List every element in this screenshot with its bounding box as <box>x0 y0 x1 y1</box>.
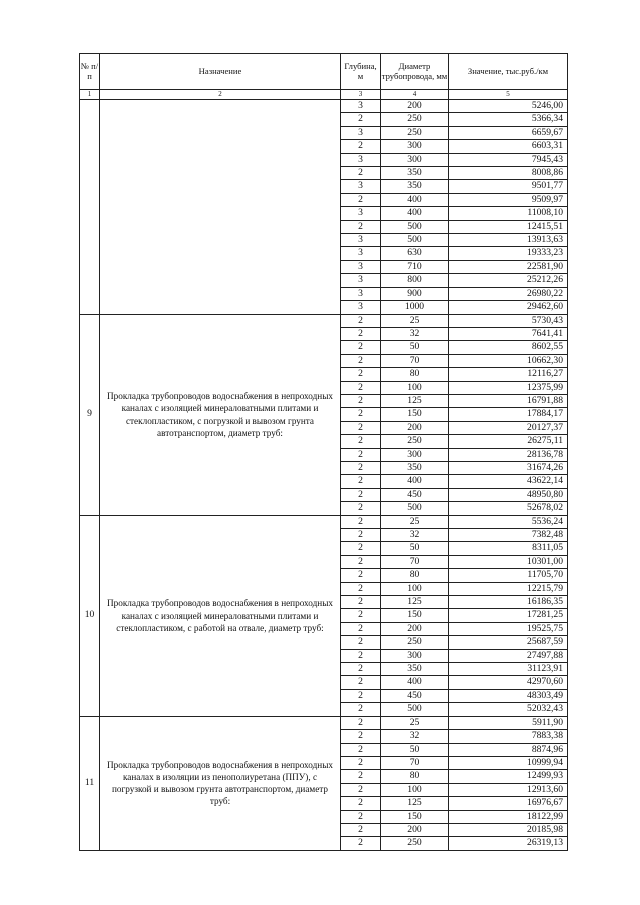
diameter-cell: 100 <box>381 582 449 595</box>
diameter-cell: 400 <box>381 676 449 689</box>
value-cell: 43622,14 <box>449 475 568 488</box>
value-cell: 42970,60 <box>449 676 568 689</box>
depth-cell: 3 <box>341 287 381 300</box>
diameter-cell: 200 <box>381 622 449 635</box>
value-cell: 5366,34 <box>449 113 568 126</box>
diameter-cell: 250 <box>381 435 449 448</box>
depth-cell: 3 <box>341 260 381 273</box>
diameter-cell: 710 <box>381 260 449 273</box>
diameter-cell: 400 <box>381 475 449 488</box>
diameter-cell: 300 <box>381 153 449 166</box>
diameter-cell: 450 <box>381 488 449 501</box>
depth-cell: 2 <box>341 596 381 609</box>
depth-cell: 2 <box>341 783 381 796</box>
diameter-cell: 25 <box>381 515 449 528</box>
diameter-cell: 900 <box>381 287 449 300</box>
depth-cell: 2 <box>341 703 381 716</box>
value-cell: 18122,99 <box>449 810 568 823</box>
value-cell: 26980,22 <box>449 287 568 300</box>
diameter-cell: 350 <box>381 461 449 474</box>
diameter-cell: 80 <box>381 770 449 783</box>
value-cell: 26319,13 <box>449 837 568 850</box>
diameter-cell: 50 <box>381 542 449 555</box>
value-cell: 28136,78 <box>449 448 568 461</box>
value-cell: 26275,11 <box>449 435 568 448</box>
diameter-cell: 150 <box>381 810 449 823</box>
diameter-cell: 500 <box>381 220 449 233</box>
diameter-cell: 630 <box>381 247 449 260</box>
diameter-cell: 80 <box>381 569 449 582</box>
value-cell: 16791,88 <box>449 394 568 407</box>
depth-cell: 2 <box>341 193 381 206</box>
value-cell: 17884,17 <box>449 408 568 421</box>
value-cell: 52032,43 <box>449 703 568 716</box>
value-cell: 11008,10 <box>449 207 568 220</box>
value-cell: 8008,86 <box>449 167 568 180</box>
depth-cell: 2 <box>341 394 381 407</box>
depth-cell: 2 <box>341 475 381 488</box>
value-cell: 11705,70 <box>449 569 568 582</box>
depth-cell: 3 <box>341 153 381 166</box>
diameter-cell: 25 <box>381 716 449 729</box>
table-body <box>80 100 568 851</box>
diameter-cell: 125 <box>381 596 449 609</box>
depth-cell: 3 <box>341 126 381 139</box>
diameter-cell: 125 <box>381 797 449 810</box>
diameter-cell: 50 <box>381 341 449 354</box>
header-value: Значение, тыс.руб./км <box>449 54 568 90</box>
depth-cell: 2 <box>341 636 381 649</box>
document-page <box>79 53 567 851</box>
diameter-cell: 100 <box>381 783 449 796</box>
column-index: 4 <box>381 90 449 100</box>
value-cell: 7382,48 <box>449 529 568 542</box>
value-cell: 10662,30 <box>449 354 568 367</box>
depth-cell: 2 <box>341 837 381 850</box>
diameter-cell: 125 <box>381 394 449 407</box>
value-cell: 10999,94 <box>449 756 568 769</box>
value-cell: 12913,60 <box>449 783 568 796</box>
value-cell: 27497,88 <box>449 649 568 662</box>
depth-cell: 2 <box>341 609 381 622</box>
value-cell: 20185,98 <box>449 823 568 836</box>
diameter-cell: 350 <box>381 167 449 180</box>
item-purpose <box>100 100 341 315</box>
diameter-cell: 250 <box>381 126 449 139</box>
item-purpose: Прокладка трубопроводов водоснабжения в непроходных каналах с изоляцией минераловатными плитами и стеклопластиком, с погрузкой и вывозом грунта автотранспортом, диаметр труб: <box>100 314 341 515</box>
diameter-cell: 100 <box>381 381 449 394</box>
diameter-cell: 300 <box>381 140 449 153</box>
value-cell: 6659,67 <box>449 126 568 139</box>
diameter-cell: 300 <box>381 448 449 461</box>
table-row <box>80 100 568 113</box>
value-cell: 5730,43 <box>449 314 568 327</box>
value-cell: 48303,49 <box>449 689 568 702</box>
diameter-cell: 32 <box>381 730 449 743</box>
diameter-cell: 400 <box>381 193 449 206</box>
depth-cell: 3 <box>341 207 381 220</box>
depth-cell: 2 <box>341 461 381 474</box>
column-index: 1 <box>80 90 100 100</box>
depth-cell: 3 <box>341 234 381 247</box>
value-cell: 48950,80 <box>449 488 568 501</box>
depth-cell: 2 <box>341 314 381 327</box>
depth-cell: 3 <box>341 274 381 287</box>
depth-cell: 2 <box>341 381 381 394</box>
diameter-cell: 25 <box>381 314 449 327</box>
diameter-cell: 32 <box>381 529 449 542</box>
diameter-cell: 500 <box>381 234 449 247</box>
value-cell: 25687,59 <box>449 636 568 649</box>
diameter-cell: 350 <box>381 180 449 193</box>
cost-table <box>79 53 568 851</box>
diameter-cell: 300 <box>381 649 449 662</box>
depth-cell: 2 <box>341 488 381 501</box>
value-cell: 25212,26 <box>449 274 568 287</box>
value-cell: 12116,27 <box>449 368 568 381</box>
column-index: 3 <box>341 90 381 100</box>
diameter-cell: 200 <box>381 100 449 113</box>
depth-cell: 2 <box>341 542 381 555</box>
depth-cell: 3 <box>341 180 381 193</box>
column-index: 2 <box>100 90 341 100</box>
value-cell: 16186,35 <box>449 596 568 609</box>
depth-cell: 2 <box>341 716 381 729</box>
depth-cell: 2 <box>341 823 381 836</box>
value-cell: 31674,26 <box>449 461 568 474</box>
value-cell: 19333,23 <box>449 247 568 260</box>
value-cell: 10301,00 <box>449 555 568 568</box>
column-index-row <box>80 90 568 100</box>
value-cell: 12499,93 <box>449 770 568 783</box>
depth-cell: 2 <box>341 515 381 528</box>
item-purpose: Прокладка трубопроводов водоснабжения в непроходных каналах с изоляцией минераловатными плитами и стеклопластиком, с работой на отвале, диаметр труб: <box>100 515 341 716</box>
diameter-cell: 350 <box>381 663 449 676</box>
item-number <box>80 100 100 315</box>
depth-cell: 2 <box>341 810 381 823</box>
value-cell: 6603,31 <box>449 140 568 153</box>
value-cell: 20127,37 <box>449 421 568 434</box>
value-cell: 5536,24 <box>449 515 568 528</box>
diameter-cell: 200 <box>381 421 449 434</box>
depth-cell: 2 <box>341 529 381 542</box>
value-cell: 7883,38 <box>449 730 568 743</box>
column-index: 5 <box>449 90 568 100</box>
value-cell: 9501,77 <box>449 180 568 193</box>
depth-cell: 2 <box>341 622 381 635</box>
value-cell: 7945,43 <box>449 153 568 166</box>
depth-cell: 2 <box>341 649 381 662</box>
diameter-cell: 32 <box>381 327 449 340</box>
depth-cell: 2 <box>341 663 381 676</box>
value-cell: 22581,90 <box>449 260 568 273</box>
table-row <box>80 515 568 528</box>
depth-cell: 2 <box>341 797 381 810</box>
diameter-cell: 800 <box>381 274 449 287</box>
table-row <box>80 314 568 327</box>
diameter-cell: 150 <box>381 408 449 421</box>
table-row <box>80 716 568 729</box>
value-cell: 7641,41 <box>449 327 568 340</box>
depth-cell: 2 <box>341 368 381 381</box>
diameter-cell: 150 <box>381 609 449 622</box>
diameter-cell: 500 <box>381 703 449 716</box>
header-purpose: Назначение <box>100 54 341 90</box>
depth-cell: 2 <box>341 421 381 434</box>
diameter-cell: 450 <box>381 689 449 702</box>
value-cell: 31123,91 <box>449 663 568 676</box>
value-cell: 12215,79 <box>449 582 568 595</box>
diameter-cell: 250 <box>381 113 449 126</box>
diameter-cell: 1000 <box>381 301 449 314</box>
depth-cell: 2 <box>341 582 381 595</box>
item-number: 11 <box>80 716 100 850</box>
depth-cell: 2 <box>341 730 381 743</box>
depth-cell: 2 <box>341 341 381 354</box>
value-cell: 8311,05 <box>449 542 568 555</box>
diameter-cell: 70 <box>381 354 449 367</box>
diameter-cell: 500 <box>381 502 449 515</box>
header-depth: Глубина, м <box>341 54 381 90</box>
item-number: 10 <box>80 515 100 716</box>
value-cell: 17281,25 <box>449 609 568 622</box>
depth-cell: 3 <box>341 247 381 260</box>
diameter-cell: 50 <box>381 743 449 756</box>
header-num: № п/п <box>80 54 100 90</box>
value-cell: 5911,90 <box>449 716 568 729</box>
depth-cell: 2 <box>341 140 381 153</box>
depth-cell: 2 <box>341 113 381 126</box>
depth-cell: 2 <box>341 756 381 769</box>
depth-cell: 2 <box>341 555 381 568</box>
depth-cell: 2 <box>341 354 381 367</box>
depth-cell: 2 <box>341 448 381 461</box>
depth-cell: 2 <box>341 408 381 421</box>
depth-cell: 3 <box>341 100 381 113</box>
diameter-cell: 250 <box>381 837 449 850</box>
item-number: 9 <box>80 314 100 515</box>
diameter-cell: 400 <box>381 207 449 220</box>
depth-cell: 2 <box>341 220 381 233</box>
value-cell: 8602,55 <box>449 341 568 354</box>
header-row <box>80 54 568 90</box>
value-cell: 19525,75 <box>449 622 568 635</box>
depth-cell: 2 <box>341 743 381 756</box>
depth-cell: 3 <box>341 301 381 314</box>
depth-cell: 2 <box>341 569 381 582</box>
diameter-cell: 80 <box>381 368 449 381</box>
value-cell: 9509,97 <box>449 193 568 206</box>
header-diameter: Диаметр трубопровода, мм <box>381 54 449 90</box>
value-cell: 29462,60 <box>449 301 568 314</box>
diameter-cell: 70 <box>381 555 449 568</box>
diameter-cell: 250 <box>381 636 449 649</box>
value-cell: 12375,99 <box>449 381 568 394</box>
value-cell: 16976,67 <box>449 797 568 810</box>
diameter-cell: 200 <box>381 823 449 836</box>
value-cell: 13913,63 <box>449 234 568 247</box>
depth-cell: 2 <box>341 689 381 702</box>
depth-cell: 2 <box>341 676 381 689</box>
depth-cell: 2 <box>341 167 381 180</box>
value-cell: 52678,02 <box>449 502 568 515</box>
value-cell: 12415,51 <box>449 220 568 233</box>
depth-cell: 2 <box>341 435 381 448</box>
value-cell: 8874,96 <box>449 743 568 756</box>
item-purpose: Прокладка трубопроводов водоснабжения в непроходных каналах в изоляции из пенополиуретана (ППУ), с погрузкой и вывозом грунта автотранспортом, диаметр труб: <box>100 716 341 850</box>
depth-cell: 2 <box>341 502 381 515</box>
value-cell: 5246,00 <box>449 100 568 113</box>
diameter-cell: 70 <box>381 756 449 769</box>
depth-cell: 2 <box>341 327 381 340</box>
depth-cell: 2 <box>341 770 381 783</box>
